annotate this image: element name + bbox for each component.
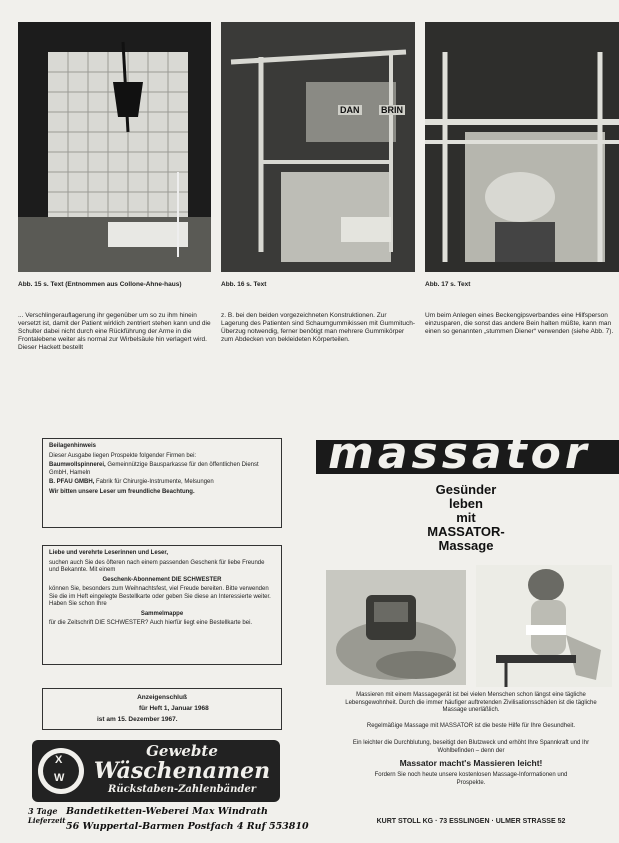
photo-sign-2: BRIN	[381, 105, 403, 115]
caption-abb-15: Abb. 15 s. Text (Entnommen aus Collone-Ahne-haus)	[18, 281, 182, 288]
massator-address: KURT STOLL KG · 73 ESSLINGEN · ULMER STRASSE 52	[376, 818, 566, 825]
photo-abb-17	[425, 22, 619, 272]
ad-deadline-title: Anzeigenschluß	[137, 694, 187, 701]
caption-abb-17: Abb. 17 s. Text	[425, 281, 471, 288]
emblem-bottom-letter: W	[54, 772, 65, 784]
massator-headline-1: Gesünder	[435, 482, 497, 497]
text-column-3: Um beim Anlegen eines Beckengipsverbandes eine Hilfsperson einzusparen, die sonst das andere Bein halten müßte, kann man einen so genannten „stummen Diener“ verwenden (siehe Abb. 7).	[425, 312, 614, 335]
massator-photo-woman	[476, 565, 612, 687]
item-1-text: Gemeinnützige Bausparkasse für den öffentlichen Dienst GmbH, Hameln	[49, 462, 259, 476]
ad-line-gewebte: Gewebte	[146, 742, 218, 760]
insert-notice-item-2	[49, 479, 275, 487]
insert-notice-title: Beilagenhinweis	[49, 443, 97, 449]
delivery-note-1: 3 Tage	[28, 806, 58, 816]
massator-headline-3: mit	[456, 510, 476, 525]
gift-paragraph-1: suchen auch Sie des öfteren nach einem passenden Geschenk für liebe Freunde und Bekannte. Mit einem	[49, 559, 265, 573]
massator-logo-band	[316, 428, 619, 479]
item-2-text: Fabrik für Chirurgie-Instrumente, Melsungen	[96, 479, 214, 485]
massator-headline-2: leben	[449, 496, 483, 511]
gift-subtitle: Sammelmappe	[140, 610, 184, 617]
gift-subscription-box	[42, 545, 282, 665]
caption-abb-16: Abb. 16 s. Text	[221, 281, 267, 288]
massator-woman-image	[476, 565, 612, 687]
gift-paragraph-2: können Sie, besonders zum Weihnachtsfest, viel Freude bereiten. Bitte verwenden Sie die im Heft eingelegte Bestellkarte oder geben Sie diese an Interessierte weiter. Haben Sie schon Ihre	[49, 586, 271, 607]
address-line: 56 Wuppertal-Barmen Postfach 4 Ruf 553810	[66, 821, 309, 832]
massator-headline-5: Massage	[438, 538, 494, 553]
massator-slogan: Massator macht's Massieren leicht!	[399, 758, 543, 768]
massator-paragraph-4: Fordern Sie noch heute unsere kostenlosen Massage-Informationen und Prospekte.	[374, 772, 568, 786]
gift-greeting: Liebe und verehrte Leserinnen und Leser,	[49, 550, 169, 556]
ad-deadline-line-1: für Heft 1, Januar 1968	[139, 705, 209, 712]
text-column-1: ... Verschlingerauflagerung ihr gegenüber um so zu ihm hinein versetzt ist, damit der Patient wirklich zentriert stehen kann und die Schulter dabei nicht durch eine Rückführung der Arme in die Frontalebene weiter als normal zur Wirbelsäule hin verlagert wird. Dieser Hackett bestellt	[18, 312, 211, 351]
insert-notice-intro: Dieser Ausgabe liegen Prospekte folgender Firmen bei:	[49, 452, 197, 459]
insert-notice-item-1	[49, 462, 275, 477]
photo-abb-15-image	[18, 22, 211, 272]
ad-line-waeschenamen: Wäschenamen	[93, 758, 271, 784]
woven-name-tape-ad	[32, 740, 280, 802]
emblem-top-letter: X	[55, 754, 63, 766]
massator-paragraph-1: Massieren mit einem Massagegerät ist bei vielen Menschen schon längst eine tägliche Lebensgewohnheit. Durch die immer häufiger auftretenden Zivilisationsschäden ist die tägliche Massage unerläßlich.	[345, 692, 597, 713]
photo-abb-15	[18, 22, 211, 272]
photo-abb-17-image	[425, 22, 619, 272]
massator-device-image	[326, 570, 466, 685]
emblem	[38, 748, 84, 794]
company-line: Bandetiketten-Weberei Max Windrath	[66, 806, 268, 817]
insert-notice-footer: Wir bitten unsere Leser um freundliche Beachtung.	[49, 488, 195, 495]
massator-paragraph-2: Regelmäßige Massage mit MASSATOR ist die beste Hilfe für Ihre Gesundheit.	[366, 723, 576, 729]
delivery-note-2: Lieferzeit	[28, 816, 66, 825]
item-1-company: Baumwollspinnerei,	[49, 462, 106, 468]
massator-logo: massator	[328, 428, 591, 479]
gift-title: Geschenk-Abonnement DIE SCHWESTER	[102, 576, 222, 583]
photo-abb-16	[221, 22, 415, 272]
photo-abb-16-image	[221, 22, 415, 272]
ad-line-bands: Rückstaben-Zahlenbänder	[108, 784, 256, 795]
ad-deadline-line-2: ist am 15. Dezember 1967.	[97, 716, 178, 723]
item-2-company: B. PFAU GMBH,	[49, 479, 95, 485]
massator-paragraph-3: Ein leichter die Durchblutung, beseitigt den Blutzweck und erhöht Ihre Spannkraft und Ihr Wohlbefinden – denn der	[352, 740, 590, 754]
massator-photo-device	[326, 570, 466, 685]
gift-paragraph-3: für die Zeitschrift DIE SCHWESTER? Auch hierfür liegt eine Bestellkarte bei.	[49, 620, 253, 626]
massator-headline-4: MASSATOR-	[427, 524, 505, 539]
ad-deadline-box	[42, 688, 282, 730]
insert-notice-box	[42, 438, 282, 528]
text-column-2: z. B. bei den beiden vorgezeichneten Konstruktionen. Zur Lagerung des Patienten sind Schaumgummikissen mit Gummituch-Überzug notwendig, ferner benötigt man mehrere Gummikörper zum Abdecken von bekleideten Körperteilen.	[221, 312, 416, 343]
photo-sign-1: DAN	[340, 105, 360, 115]
